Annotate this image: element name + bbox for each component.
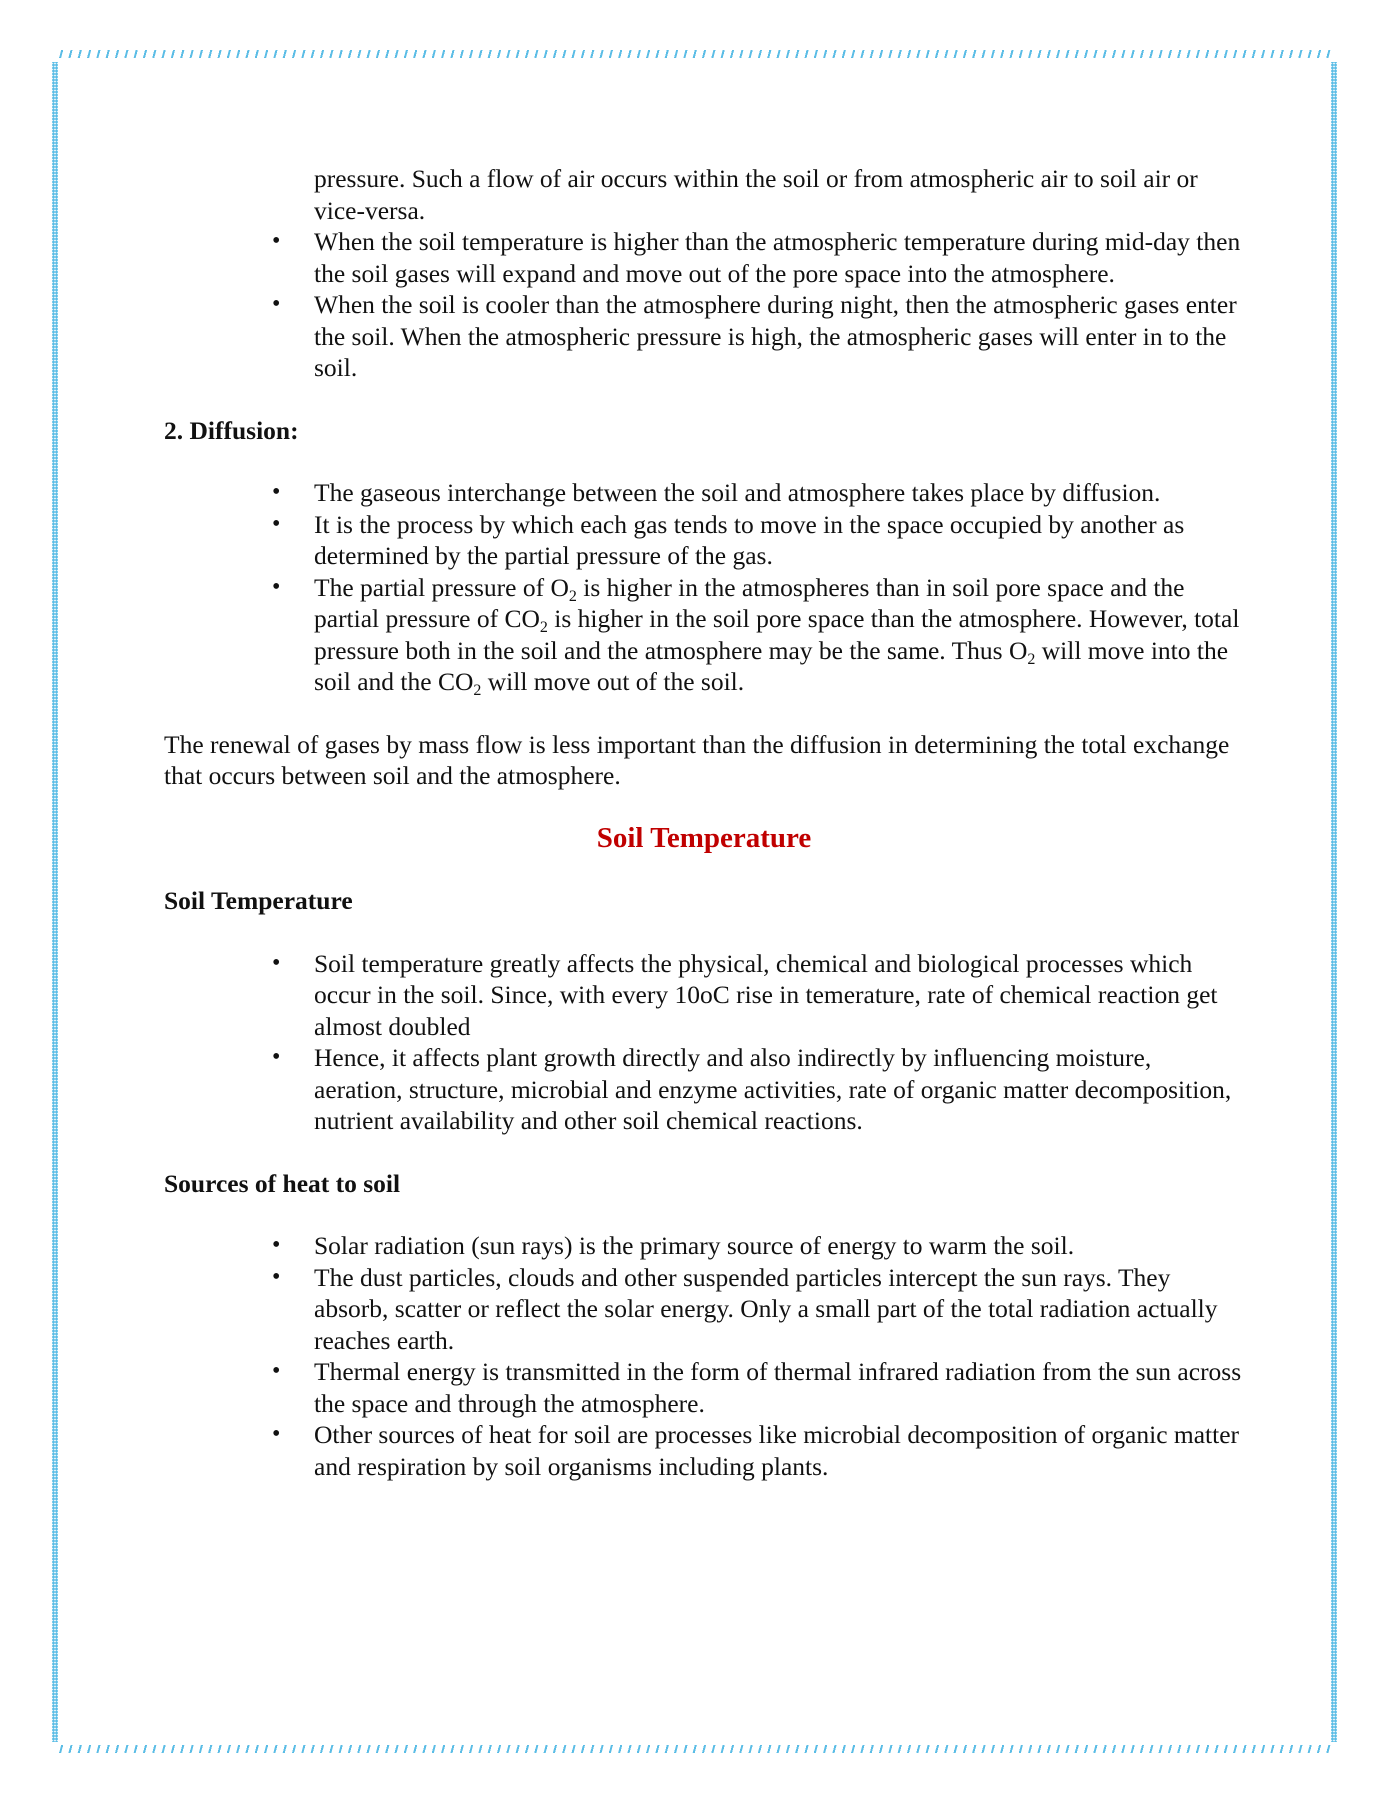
page-border-bottom [56, 1745, 1332, 1753]
page-border-top [56, 50, 1332, 58]
soil-temperature-heading: Soil Temperature [164, 886, 353, 915]
soil-temperature-bullet-list [164, 948, 1244, 1137]
mass-flow-bullet-list [164, 163, 1244, 384]
text-run: will move into the soil and the CO [314, 635, 1229, 696]
list-item: • Solar radiation (sun rays) is the primary source of energy to warm the soil. [314, 1230, 1244, 1262]
list-item: • The dust particles, clouds and other suspended particles intercept the sun rays. They absorb, scatter or reflect the solar energy. Only a small part of the total radiation actually reaches earth. [314, 1262, 1244, 1357]
list-item: • Other sources of heat for soil are processes like microbial decomposition of organic matter and respiration by soil organisms including plants. [314, 1419, 1244, 1482]
list-item: • The gaseous interchange between the soil and atmosphere takes place by diffusion. [314, 477, 1244, 509]
subscript: 2 [1027, 650, 1036, 668]
subscript: 2 [568, 587, 577, 605]
text-run: The partial pressure of O [314, 572, 569, 602]
list-item: • When the soil is cooler than the atmosphere during night, then the atmospheric gases enter the soil. When the atmospheric pressure is high, the atmospheric gases will enter in to the soil. [314, 289, 1244, 384]
text-run: is higher in the soil pore space than the atmosphere. However, total pressure both in the soil and the atmosphere may be the same. Thus O [314, 604, 1240, 665]
subscript: 2 [473, 682, 482, 699]
subscript: 2 [539, 619, 548, 636]
list-item: • When the soil temperature is higher than the atmospheric temperature during mid-day then the soil gases will expand and move out of the pore space into the atmosphere. [314, 226, 1244, 289]
list-item: • Thermal energy is transmitted in the form of thermal infrared radiation from the sun across the space and through the atmosphere. [314, 1356, 1244, 1419]
text-run: is higher in the atmospheres than in soil pore space and the partial pressure of CO [314, 572, 1185, 633]
heat-sources-heading: Sources of heat to soil [164, 1168, 401, 1198]
section-title: Soil Temperature [596, 821, 812, 854]
heat-sources-bullet-list [164, 1230, 1244, 1482]
page-border-right [1331, 62, 1337, 1742]
list-item: • It is the process by which each gas tends to move in the space occupied by another as determined by the partial pressure of the gas. [314, 509, 1244, 572]
text-run: will move out of the soil. [481, 667, 745, 696]
list-item: • Hence, it affects plant growth directly and also indirectly by influencing moisture, aeration, structure, microbial and enzyme activities, rate of organic matter decomposition, nutrient availability and other soil chemical reactions. [314, 1042, 1244, 1137]
list-item: pressure. Such a flow of air occurs within the soil or from atmospheric air to soil air or vice-versa. [314, 164, 1198, 225]
renewal-paragraph: The renewal of gases by mass flow is less important than the diffusion in determining the total exchange that occurs between soil and the atmosphere. [164, 729, 1230, 790]
list-item [314, 572, 1244, 698]
diffusion-heading: 2. Diffusion: [164, 415, 299, 445]
page-border-left [52, 62, 58, 1742]
diffusion-bullet-list [164, 477, 1244, 698]
page-content [164, 163, 1244, 1482]
list-item: • Soil temperature greatly affects the physical, chemical and biological processes which occur in the soil. Since, with every 10oC rise in temerature, rate of chemical reaction get almost doubled [314, 948, 1244, 1043]
